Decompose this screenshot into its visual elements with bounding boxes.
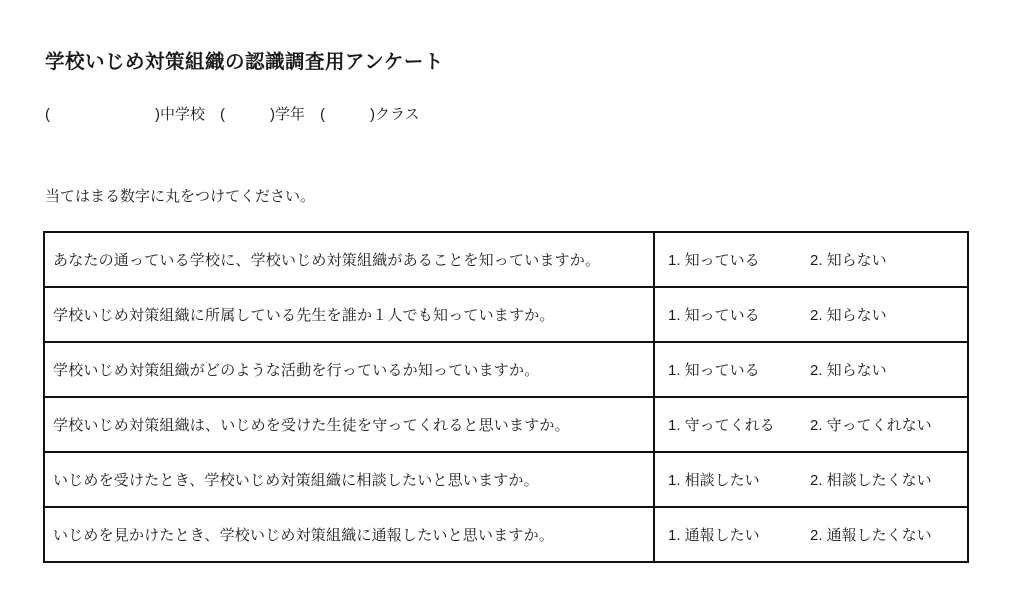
- question-text: いじめを受けたとき、学校いじめ対策組織に相談したいと思いますか。: [44, 452, 654, 507]
- answer-option-2: 2. 通報したくない: [810, 527, 932, 544]
- answer-option-1: 1. 守ってくれる: [668, 417, 775, 434]
- table-row: [44, 397, 968, 452]
- answer-options: [654, 397, 968, 452]
- instruction-text: 当てはまる数字に丸をつけてください。: [45, 188, 316, 205]
- answer-option-2: 2. 相談したくない: [810, 472, 932, 489]
- table-row: [44, 287, 968, 342]
- document-title: 学校いじめ対策組織の認識調査用アンケート: [45, 51, 444, 73]
- answer-option-2: 2. 知らない: [810, 252, 887, 269]
- answer-option-1: 1. 知っている: [668, 307, 760, 324]
- answer-option-2: 2. 知らない: [810, 307, 887, 324]
- answer-option-2: 2. 知らない: [810, 362, 887, 379]
- answer-options: [654, 342, 968, 397]
- table-row: [44, 232, 968, 287]
- answer-option-1: 1. 知っている: [668, 362, 760, 379]
- answer-option-1: 1. 相談したい: [668, 472, 760, 489]
- table-row: [44, 507, 968, 562]
- question-text: あなたの通っている学校に、学校いじめ対策組織があることを知っていますか。: [44, 232, 654, 287]
- question-text: 学校いじめ対策組織は、いじめを受けた生徒を守ってくれると思いますか。: [44, 397, 654, 452]
- question-text: 学校いじめ対策組織がどのような活動を行っているか知っていますか。: [44, 342, 654, 397]
- answer-options: [654, 232, 968, 287]
- answer-options: [654, 452, 968, 507]
- table-row: [44, 452, 968, 507]
- survey-table: [43, 231, 969, 563]
- answer-option-2: 2. 守ってくれない: [810, 417, 932, 434]
- question-text: いじめを見かけたとき、学校いじめ対策組織に通報したいと思いますか。: [44, 507, 654, 562]
- school-grade-class-blanks: ( )中学校 ( )学年 ( )クラス: [45, 106, 420, 123]
- answer-options: [654, 507, 968, 562]
- answer-option-1: 1. 通報したい: [668, 527, 760, 544]
- table-row: [44, 342, 968, 397]
- answer-options: [654, 287, 968, 342]
- answer-option-1: 1. 知っている: [668, 252, 760, 269]
- question-text: 学校いじめ対策組織に所属している先生を誰か１人でも知っていますか。: [44, 287, 654, 342]
